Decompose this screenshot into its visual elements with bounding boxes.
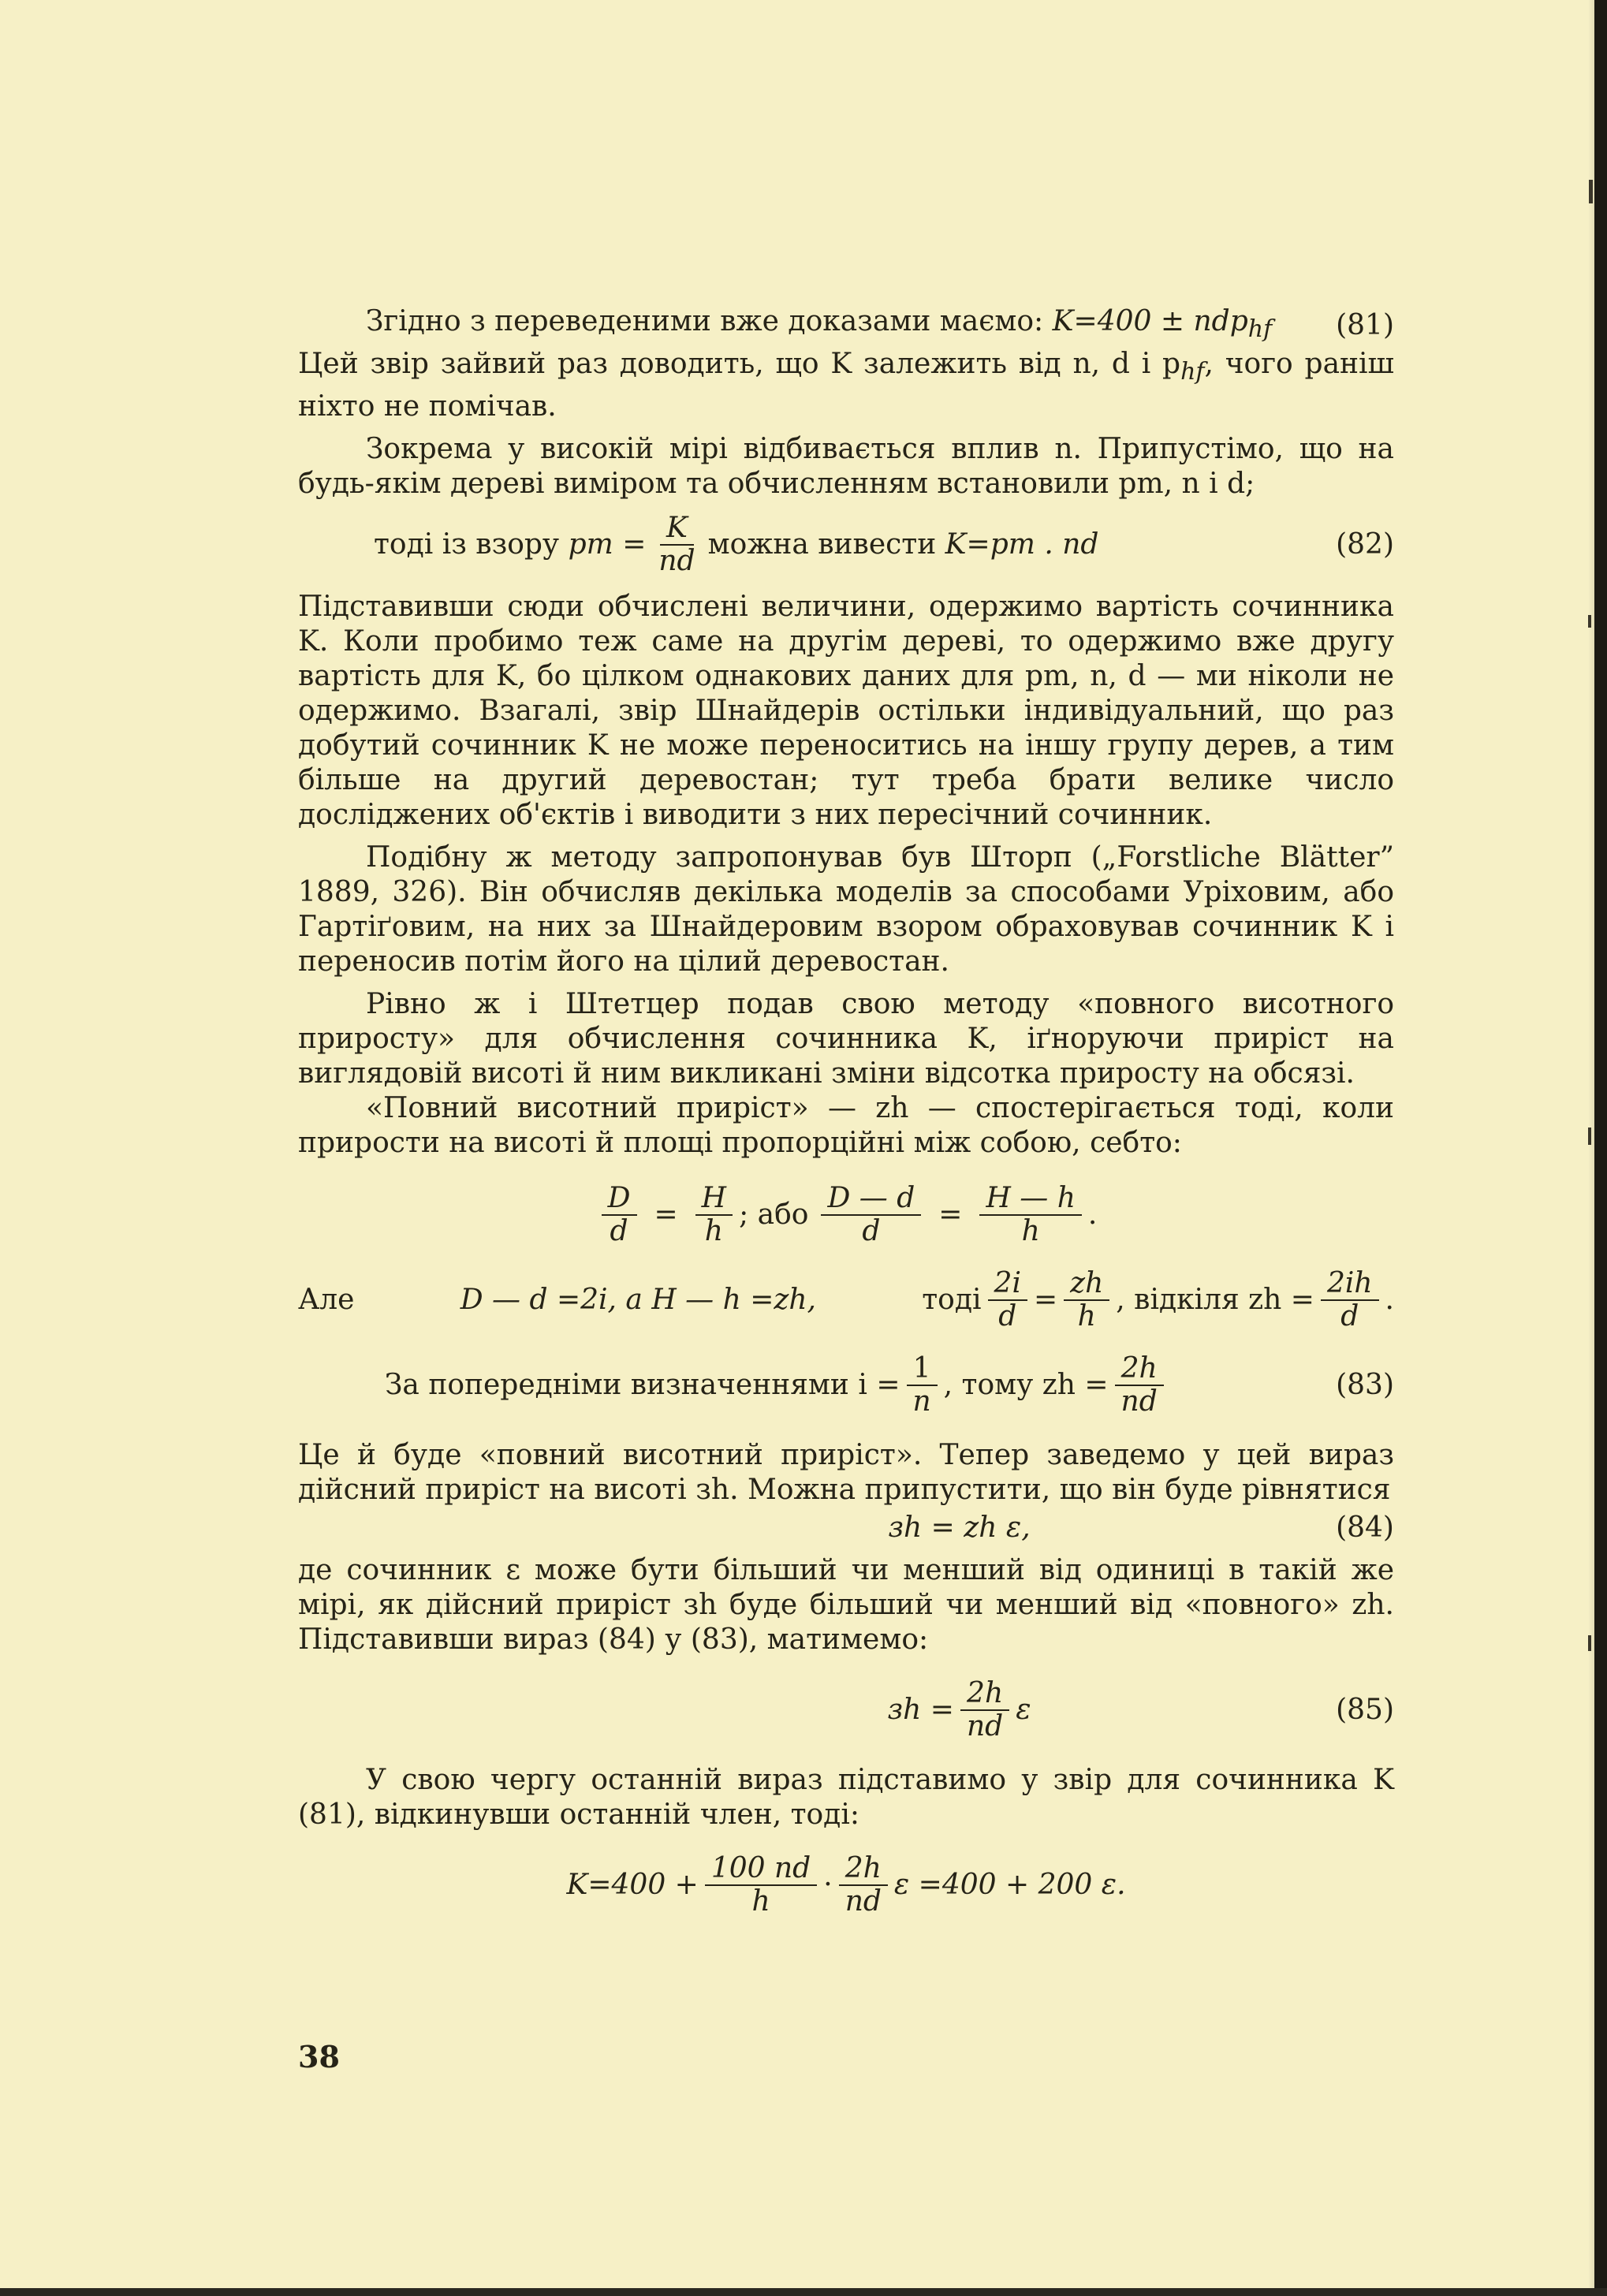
fraction-2i [988,1268,1027,1332]
equation-ale-todi: тоді [922,1284,982,1317]
fraction-1-n [906,1353,937,1418]
page-edge-right [1594,0,1607,2296]
paragraph-5: Рівно ж і Штетцер подав свою методу «повного висотного приросту» для обчислення сочинника K, іґноруючи приріст на виглядовій висоті й ним викликані зміни відсотка приросту на обсязі. [298,988,1394,1090]
edge-mark [1588,1128,1591,1145]
fraction-denominator: h [1077,1300,1096,1333]
equation-82-lhs: pm = [568,528,647,561]
period: . [1385,1284,1394,1317]
equation-84 [298,1511,1394,1545]
paragraph-8: де сочинник ε може бути більший чи менший від одиниці в такій же мірі, як дійсний приріст зh буде більший чи менший від «повного» zh. Підставивши вираз (84) у (83), матимемо: [298,1554,1394,1657]
fraction-numerator: 2ih [1321,1268,1379,1301]
paragraph-1-continued [298,347,1394,424]
fraction-numerator: 1 [907,1353,938,1386]
paragraph-4: Подібну ж методу запропонував був Шторп („Forstliche Blätter” 1889, 326). Він обчисляв декілька моделів за способами Уріховим, або Гартіґовим, на них за Шнайдеровим взором обраховував сочинник K і переносив потім його на цілий деревостан. [298,841,1394,978]
fraction-denominator: n [912,1385,931,1418]
fraction-numerator: H — h [979,1183,1081,1216]
equation-ale [298,1268,1394,1332]
equation-85-lhs: зh = [887,1694,954,1727]
equation-ale-part1: D — d =2i, а H — h =zh, [460,1284,816,1317]
fraction-denominator: d [998,1300,1017,1333]
fraction-d-diff [821,1183,921,1247]
equation-82-rhs: K=pm . nd [945,528,1099,561]
fraction-denominator: h [751,1885,770,1918]
paragraph-1-text-c: , чого раніш ніхто не помічав. [298,348,1395,423]
separator-text: ; або [739,1198,809,1232]
equation-83-mid: , тому zh = [943,1369,1109,1402]
equation-81-number: (81) [1336,309,1394,342]
fraction-numerator: 2h [1115,1353,1164,1386]
paragraph-2: Зокрема у високій мірі відбивається вплив n. Припустімо, що на будь-якім дереві виміром та обчисленням встановили pm, n і d; [298,433,1394,501]
paragraph-1-subscript: hf [1180,358,1205,386]
fraction-2h-nd [839,1853,888,1918]
fraction-d [602,1183,637,1247]
fraction-2h-nd [960,1678,1009,1742]
edge-mark [1588,1635,1591,1651]
fraction-2ih [1321,1268,1379,1332]
paragraph-1-line-1 [298,304,1394,347]
equals-sign: = [1033,1284,1058,1317]
fraction-numerator: D — d [821,1183,921,1216]
fraction-denominator: h [1021,1215,1040,1248]
paragraph-9: У свою чергу останній вираз підставимо у звір для сочинника K (81), відкинувши останній член, тоді: [298,1764,1394,1832]
paragraph-1-text: Згідно з переведеними вже доказами маємо: [366,305,1053,337]
page-number: 38 [298,2039,340,2074]
equation-ale-otkilia: , відкіля zh = [1116,1284,1314,1317]
equation-84-number: (84) [1336,1511,1394,1545]
fraction-denominator: nd [658,545,695,578]
equation-83 [298,1353,1394,1418]
equation-85 [298,1678,1394,1742]
fraction-denominator: nd [845,1885,882,1918]
equation-85-number: (85) [1336,1694,1394,1727]
equation-81: K=400 ± ndp [1052,305,1248,337]
fraction-denominator: d [862,1215,881,1248]
equation-83-number: (83) [1336,1369,1394,1402]
fraction-denominator: d [1340,1300,1359,1333]
page-edge-bottom [0,2288,1607,2296]
paragraph-7: Це й буде «повний висотний приріст». Тепер заведемо у цей вираз дійсний приріст на висоті зh. Можна припустити, що він буде рівнятися [298,1439,1394,1507]
equation-final-lhs: K=400 + [566,1869,699,1902]
edge-mark [1589,180,1593,203]
equation-ale-lead: Але [298,1284,355,1317]
equation-82-fraction [652,512,701,577]
page-text [298,304,1394,1938]
equation-82-lead: тоді із взору [374,528,560,561]
fraction-numerator: D [602,1183,637,1216]
fraction-numerator: K [660,512,694,546]
equals-sign: = [938,1198,963,1232]
paragraph-6: «Повний висотний приріст» — zh — спостерігається тоді, коли прирости на висоті й площі пропорційні між собою, себто: [298,1092,1394,1160]
equation-82 [298,512,1394,577]
fraction-denominator: nd [966,1710,1004,1743]
fraction-numerator: H [695,1183,733,1216]
fraction-numerator: 2h [839,1853,888,1886]
period: . [1087,1198,1098,1232]
fraction-2h-nd [1115,1353,1164,1418]
equation-final [298,1853,1394,1918]
equation-82-number: (82) [1336,528,1394,561]
equation-83-lead: За попередніми визначеннями i = [385,1369,900,1402]
fraction-numerator: 100 nd [705,1853,817,1886]
fraction-denominator: d [610,1215,628,1248]
fraction-h [695,1183,733,1247]
equation-proportion [298,1183,1394,1247]
fraction-numerator: zh [1064,1268,1109,1301]
fraction-h-diff [979,1183,1081,1247]
fraction-zh [1064,1268,1109,1332]
edge-mark [1588,615,1591,628]
fraction-numerator: 2i [988,1268,1027,1301]
equation-84-expr: зh = zh ε, [888,1511,1031,1545]
fraction-numerator: 2h [960,1678,1009,1711]
multiply-dot: · [823,1869,833,1902]
fraction-denominator: h [704,1215,723,1248]
paragraph-1-text-b: Цей звір зайвий раз доводить, що K залежить від n, d і p [298,348,1181,381]
fraction-denominator: nd [1120,1385,1158,1418]
fraction-100nd-h [705,1853,817,1918]
equation-82-mid: можна вивести [707,528,937,561]
equation-81-subscript: hf [1247,315,1273,344]
equation-85-epsilon: ε [1016,1694,1031,1727]
page-crease-shadow [1588,0,1594,2296]
paragraph-3: Підставивши сюди обчислені величини, одержимо вартість сочинника K. Коли пробимо теж саме на другім дереві, то одержимо вже другу вартість для K, бо цілком однакових даних для pm, n, d — ми ніколи не одержимо. Взагалі, звір Шнайдерів остільки індивідуальний, що раз добутий сочинник K не може переноситись на іншу групу дерев, а тим більше на другий деревостан; тут треба брати велике число досліджених об'єктів і виводити з них пересічний сочинник. [298,591,1394,832]
equation-final-tail: ε =400 + 200 ε. [893,1869,1126,1902]
equals-sign: = [654,1198,678,1232]
